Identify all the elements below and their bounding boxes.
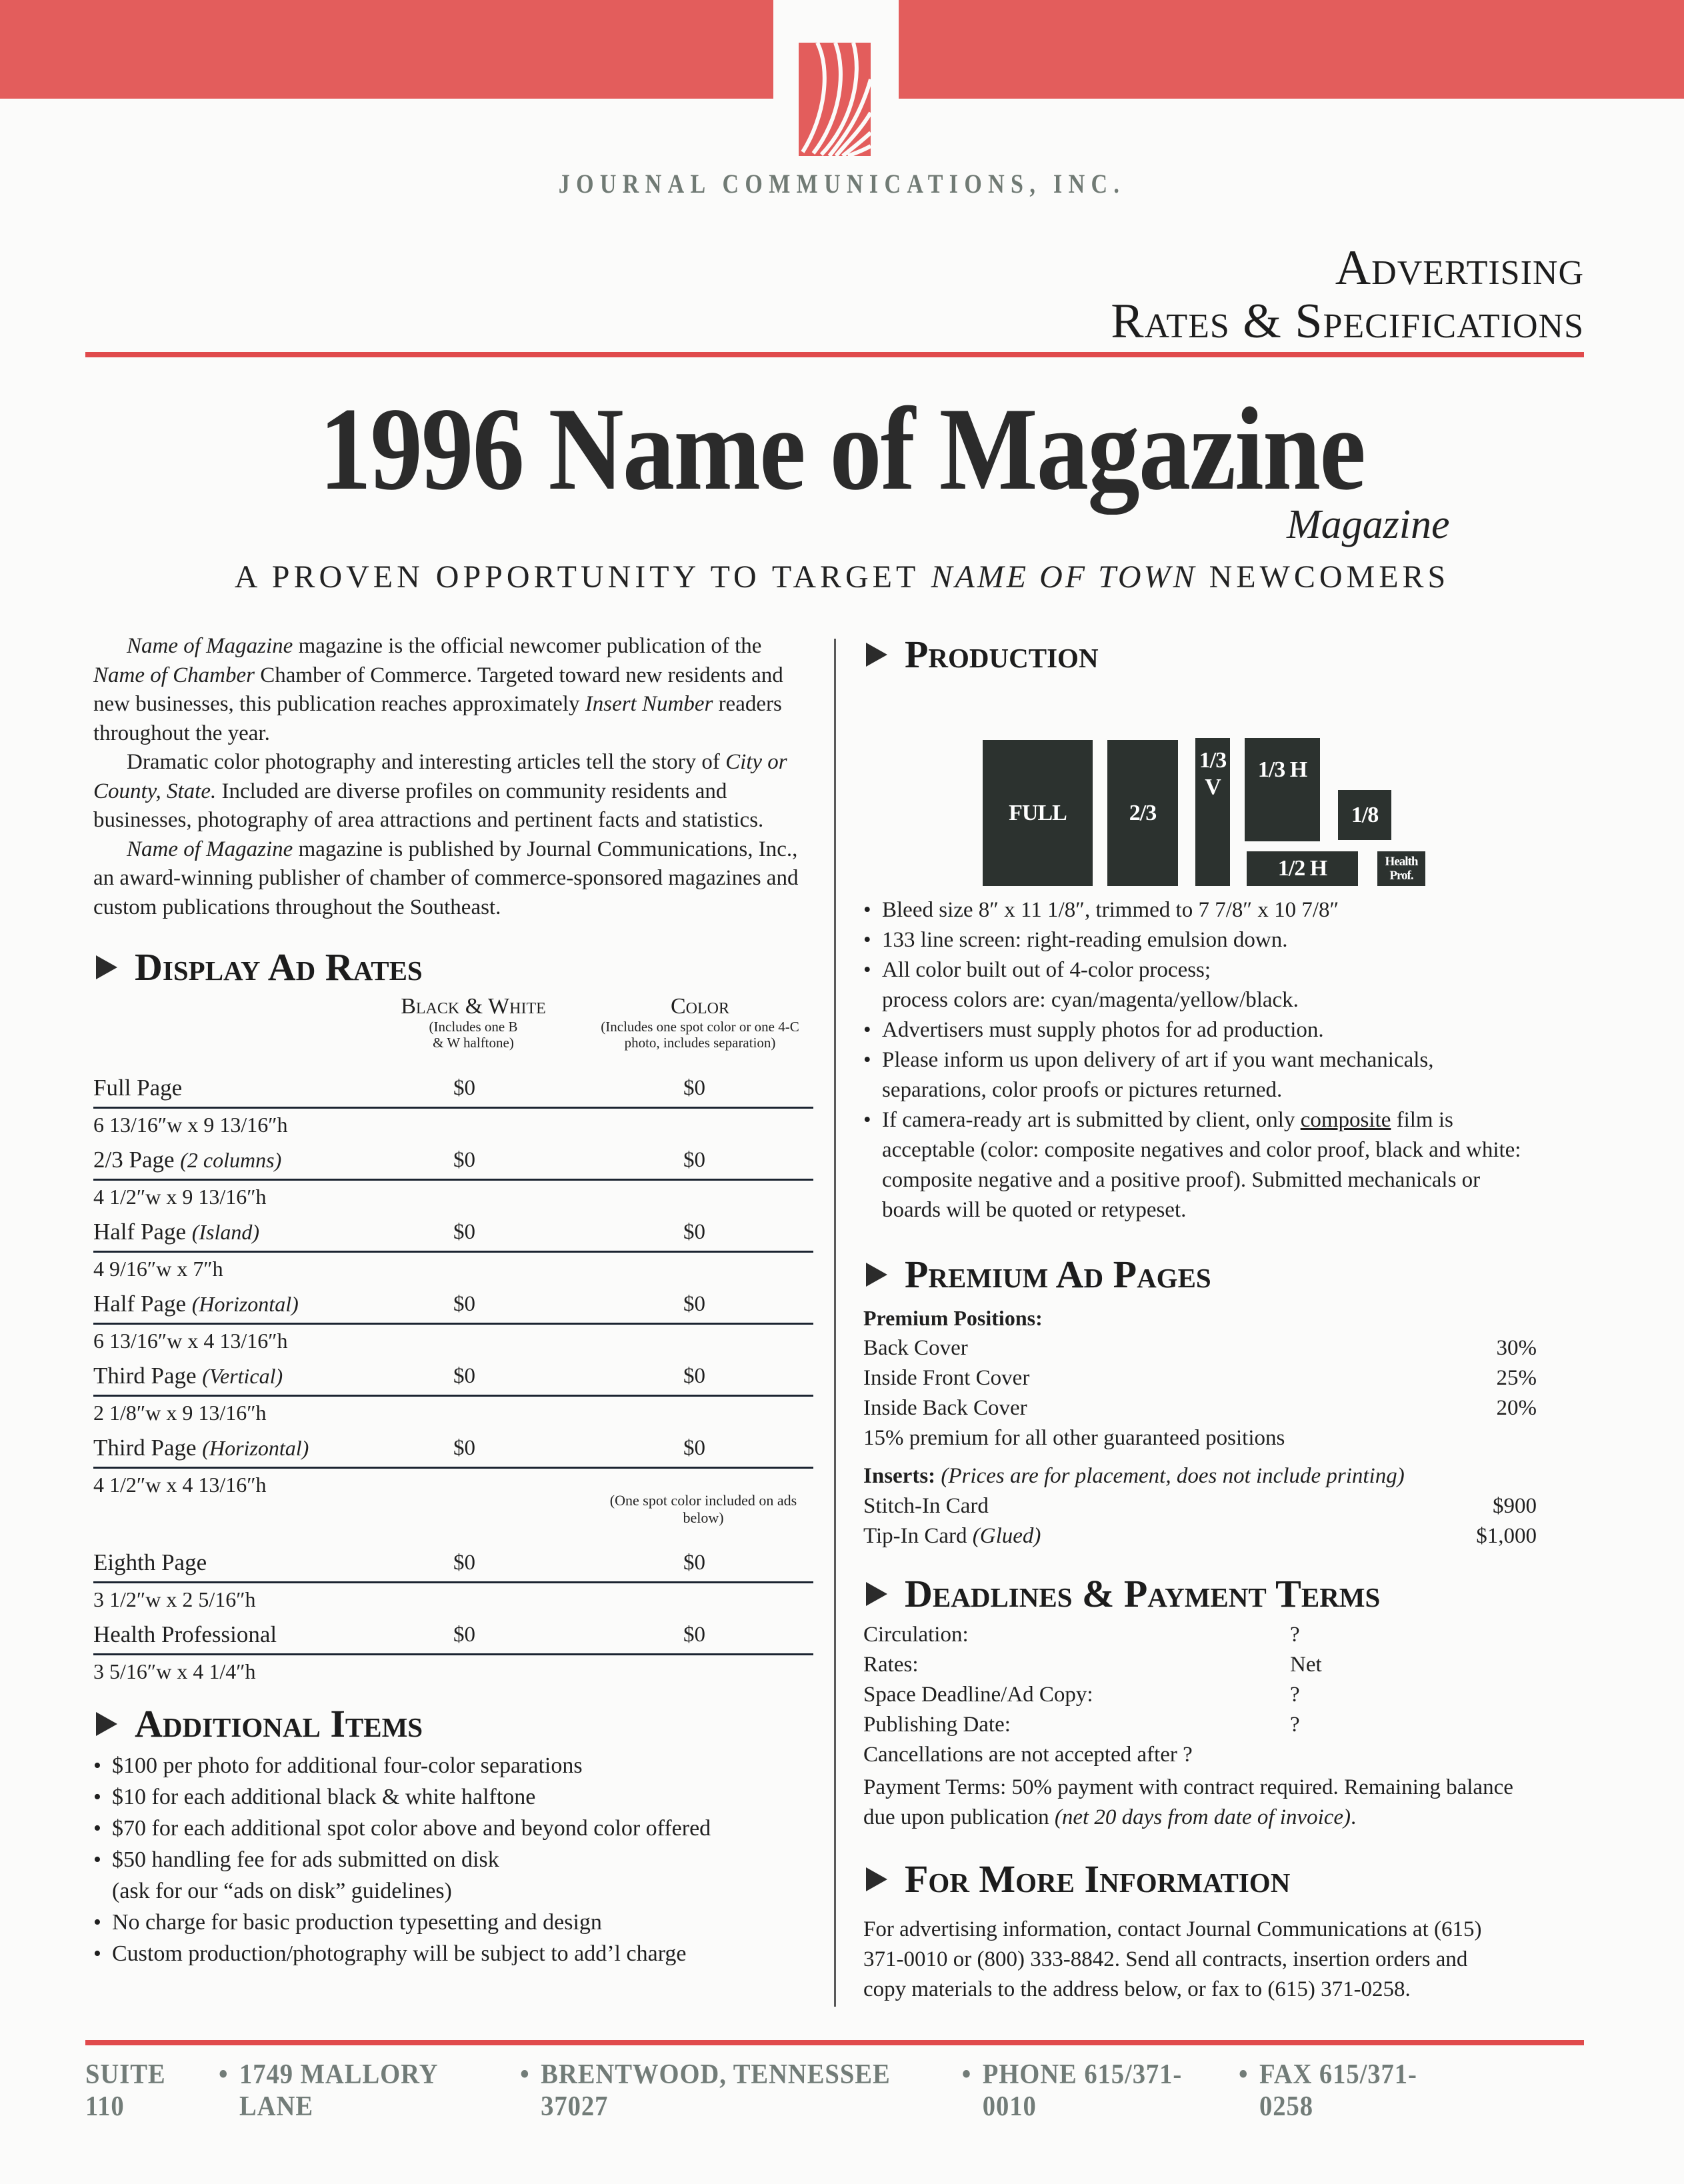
footer-rule xyxy=(85,2040,1584,2045)
footer-separator: • xyxy=(218,2059,229,2090)
rate-bw-price: $0 xyxy=(453,1148,475,1172)
tagline-part: A PROVEN OPPORTUNITY TO TARGET xyxy=(234,559,931,595)
rate-name xyxy=(93,1547,207,1579)
rate-color-price: $0 xyxy=(683,1076,705,1100)
insert-name: Stitch-In Card xyxy=(863,1494,989,1518)
rate-row xyxy=(93,1288,813,1360)
rate-qualifier: (Island) xyxy=(191,1220,260,1244)
rate-color-price: $0 xyxy=(683,1436,705,1460)
rate-bw-price: $0 xyxy=(453,1076,475,1100)
rate-row xyxy=(93,1072,813,1144)
box-label: V xyxy=(1205,775,1221,799)
box-label: 1/3 xyxy=(1199,748,1227,773)
italic-placeholder: Name of Chamber xyxy=(93,663,255,687)
deadline-label: Publishing Date: xyxy=(863,1713,1011,1737)
col-header-note: (Includes one B & W halftone) xyxy=(429,1019,518,1051)
rates-table xyxy=(93,1072,813,1691)
section-title: Additional Items xyxy=(135,1702,423,1745)
footer-separator: • xyxy=(520,2059,530,2090)
display-ad-rates-heading xyxy=(93,945,813,989)
rate-dimensions: 3 1/2″w x 2 5/16″h xyxy=(93,1587,256,1611)
section-title: For More Information xyxy=(905,1857,1291,1901)
rate-bw-price: $0 xyxy=(453,1220,475,1244)
arrow-bullet-icon xyxy=(96,1712,117,1736)
company-name: JOURNAL COMMUNICATIONS, INC. xyxy=(558,169,1126,199)
deadline-row xyxy=(863,1680,1537,1710)
arrow-bullet-icon xyxy=(866,1867,887,1891)
list-item-note: (ask for our “ads on disk” guidelines) xyxy=(112,1879,452,1903)
rate-dimensions: 6 13/16″w x 4 13/16″h xyxy=(93,1329,288,1353)
premium-other-note: 15% premium for all other guaranteed positions xyxy=(863,1426,1285,1450)
rate-row xyxy=(93,1547,813,1619)
premium-value: 20% xyxy=(1496,1396,1537,1420)
insert-name: Tip-In Card xyxy=(863,1524,973,1548)
ad-size-third-horizontal: 1/3 H xyxy=(1245,738,1320,841)
cancellation-note: Cancellations are not accepted after ? xyxy=(863,1743,1193,1767)
deadline-value: ? xyxy=(1290,1623,1300,1647)
rate-rule xyxy=(93,1107,813,1109)
footer-item: 1749 MALLORY LANE xyxy=(239,2059,437,2122)
rate-name-text: Third Page xyxy=(93,1363,203,1389)
deadlines-heading xyxy=(863,1571,1537,1616)
list-item: • $10 for each additional black & white halftone xyxy=(93,1781,813,1813)
deadlines-section xyxy=(863,1620,1537,1833)
header-bar-right xyxy=(899,0,1684,99)
rate-dimensions: 3 5/16″w x 4 1/4″h xyxy=(93,1659,256,1683)
rate-rule xyxy=(93,1179,813,1181)
col-header-color xyxy=(587,995,813,1051)
arrow-bullet-icon xyxy=(866,1263,887,1287)
paragraph-text: Included are diverse profiles on community residents and businesses, photography of area attractions and pertinent facts and statistics. xyxy=(93,779,764,832)
ad-size-half-horizontal: 1/2 H xyxy=(1247,851,1358,886)
footer-item: FAX 615/371-0258 xyxy=(1259,2059,1417,2122)
rate-rule xyxy=(93,1395,813,1397)
ad-size-third-vertical xyxy=(1195,738,1230,886)
insert-row xyxy=(863,1491,1537,1521)
premium-name: Inside Front Cover xyxy=(863,1366,1030,1390)
rate-name xyxy=(93,1288,299,1320)
payment-terms-note: (net 20 days from date of invoice) xyxy=(1054,1805,1351,1829)
footer-item: SUITE 110 xyxy=(85,2059,166,2122)
list-item: • 133 line screen: right-reading emulsion down. xyxy=(863,925,1537,955)
footer-separator: • xyxy=(961,2059,972,2090)
intro-paragraph xyxy=(93,835,813,923)
rate-qualifier: (Vertical) xyxy=(202,1364,283,1388)
footer-item: PHONE 615/371-0010 xyxy=(982,2059,1183,2122)
list-item: • $100 per photo for additional four-color separations xyxy=(93,1750,813,1781)
deadline-row xyxy=(863,1620,1537,1650)
premium-value: 30% xyxy=(1496,1336,1537,1360)
right-column xyxy=(863,632,1537,2005)
list-item xyxy=(863,955,1537,1015)
rate-bw-price: $0 xyxy=(453,1364,475,1388)
doc-type-line1: Advertising xyxy=(1335,241,1584,295)
ad-size-health-professional xyxy=(1377,851,1425,886)
list-item: • Custom production/photography will be subject to add’l charge xyxy=(93,1938,813,1969)
rate-name xyxy=(93,1144,281,1176)
rate-name-text: Half Page xyxy=(93,1291,192,1317)
ad-size-two-thirds: 2/3 xyxy=(1107,740,1178,886)
arrow-bullet-icon xyxy=(96,955,117,979)
insert-row xyxy=(863,1521,1537,1551)
col-header-label: Color xyxy=(670,994,729,1019)
rate-name-text: 2/3 Page xyxy=(93,1147,181,1173)
more-info-text: For advertising information, contact Journal Communications at (615) 371-0010 or (800) 333-8842. Send all contracts, insertion orders and copy materials to the address below, or fax to (615) 371-0258. xyxy=(863,1917,1482,2001)
intro xyxy=(93,632,813,922)
rate-rule xyxy=(93,1467,813,1469)
deadline-row xyxy=(863,1650,1537,1680)
deadline-value: Net xyxy=(1290,1653,1322,1677)
rate-name xyxy=(93,1216,259,1248)
rate-rule xyxy=(93,1251,813,1253)
rate-color-price: $0 xyxy=(683,1623,705,1647)
document-type-heading xyxy=(1111,241,1584,348)
list-item xyxy=(863,1105,1537,1225)
premium-section xyxy=(863,1303,1537,1551)
insert-value: $900 xyxy=(1493,1494,1537,1518)
box-label: Health xyxy=(1385,855,1418,869)
rate-row xyxy=(93,1216,813,1288)
premium-positions-label: Premium Positions: xyxy=(863,1306,1043,1330)
column-divider xyxy=(834,639,836,2007)
footer-item: BRENTWOOD, TENNESSEE 37027 xyxy=(541,2059,891,2122)
ad-size-eighth: 1/8 xyxy=(1338,790,1391,840)
rate-name xyxy=(93,1619,277,1651)
rates-column-headers xyxy=(93,995,813,1072)
rate-row xyxy=(93,1619,813,1691)
header-bar-left xyxy=(0,0,773,99)
rate-rule xyxy=(93,1323,813,1325)
rate-name-text: Eighth Page xyxy=(93,1549,207,1575)
list-item-text: If camera-ready art is submitted by client, only xyxy=(882,1108,1301,1132)
footer-separator: • xyxy=(1239,2059,1249,2090)
arrow-bullet-icon xyxy=(866,643,887,667)
payment-terms-text: Payment Terms: 50% payment with contract required. Remaining balance due upon publication xyxy=(863,1775,1513,1829)
more-info-heading xyxy=(863,1857,1537,1901)
deadline-label: Space Deadline/Ad Copy: xyxy=(863,1683,1093,1707)
list-item-text: film is acceptable (color: composite negatives and color proof, black and white: composite negative and a positive proof). Submitted mechanicals or boards will be quoted or retypeset. xyxy=(882,1108,1521,1222)
journal-communications-logo-icon xyxy=(799,43,871,156)
premium-row xyxy=(863,1363,1537,1393)
tagline xyxy=(0,559,1684,595)
rate-name-text: Third Page xyxy=(93,1435,203,1461)
spot-color-note xyxy=(93,1492,813,1547)
italic-placeholder: Name of Magazine xyxy=(127,634,293,658)
rate-bw-price: $0 xyxy=(453,1292,475,1316)
rate-color-price: $0 xyxy=(683,1364,705,1388)
tagline-part: NEWCOMERS xyxy=(1197,559,1450,595)
additional-items-list xyxy=(93,1750,813,1969)
ad-size-diagram xyxy=(863,677,1537,883)
list-item xyxy=(93,1844,813,1907)
footer-address xyxy=(85,2059,1464,2123)
doc-type-line2: Rates & Specifications xyxy=(1111,294,1584,349)
insert-qualifier: (Glued) xyxy=(972,1524,1041,1548)
section-title: Production xyxy=(905,633,1099,676)
arrow-bullet-icon xyxy=(866,1582,887,1606)
rate-color-price: $0 xyxy=(683,1148,705,1172)
magazine-subtitle: Magazine xyxy=(1287,502,1450,547)
rate-rule xyxy=(93,1653,813,1655)
payment-terms xyxy=(863,1773,1537,1833)
rate-color-price: $0 xyxy=(683,1292,705,1316)
box-label: Prof. xyxy=(1389,869,1413,883)
rate-qualifier: (Horizontal) xyxy=(191,1292,299,1316)
premium-name: Back Cover xyxy=(863,1336,968,1360)
paragraph-text: readers throughout the year. xyxy=(93,692,782,745)
col-header-label: Black & White xyxy=(401,994,546,1019)
production-heading xyxy=(863,632,1537,677)
payment-terms-end: . xyxy=(1351,1805,1357,1829)
rate-name-text: Full Page xyxy=(93,1075,183,1101)
section-title: Display Ad Rates xyxy=(135,945,423,989)
rate-dimensions: 4 1/2″w x 4 13/16″h xyxy=(93,1473,267,1497)
header-rule xyxy=(85,352,1584,357)
inserts-label: Inserts: xyxy=(863,1464,941,1488)
intro-paragraph xyxy=(93,632,813,748)
col-header-note: (Includes one spot color or one 4-C photo, includes separation) xyxy=(601,1019,799,1051)
rate-row xyxy=(93,1144,813,1216)
list-item-emphasis: composite xyxy=(1300,1108,1391,1132)
paragraph-text: magazine is published by Journal Communications, Inc., an award-winning publisher of chamber of commerce-sponsored magazines and custom publications throughout the Southeast. xyxy=(93,837,799,919)
production-specs-list xyxy=(863,895,1537,1225)
magazine-title: 1996 Name of Magazine xyxy=(319,383,1365,515)
ad-size-full: FULL xyxy=(983,740,1093,886)
paragraph-text: magazine is the official newcomer publication of the xyxy=(293,634,762,658)
section-title: Deadlines & Payment Terms xyxy=(905,1572,1381,1615)
list-item-text: All color built out of 4-color process; xyxy=(882,958,1211,982)
rate-name xyxy=(93,1360,283,1392)
deadline-row xyxy=(863,1710,1537,1740)
premium-name: Inside Back Cover xyxy=(863,1396,1027,1420)
italic-placeholder: Insert Number xyxy=(585,692,713,716)
list-item: • Advertisers must supply photos for ad production. xyxy=(863,1015,1537,1045)
section-title: Premium Ad Pages xyxy=(905,1253,1211,1296)
rate-qualifier: (2 columns) xyxy=(180,1148,282,1172)
rate-bw-price: $0 xyxy=(453,1551,475,1575)
paragraph-text: Chamber of Commerce. Targeted toward new residents and new businesses, this publication reaches approximately xyxy=(93,663,783,716)
rate-bw-price: $0 xyxy=(453,1436,475,1460)
rate-row xyxy=(93,1360,813,1432)
rate-bw-price: $0 xyxy=(453,1623,475,1647)
deadline-value: ? xyxy=(1290,1683,1300,1707)
intro-paragraph xyxy=(93,748,813,835)
premium-row xyxy=(863,1393,1537,1423)
rate-color-price: $0 xyxy=(683,1220,705,1244)
list-item: • Bleed size 8″ x 11 1/8″, trimmed to 7 7/8″ x 10 7/8″ xyxy=(863,895,1537,925)
rate-color-price: $0 xyxy=(683,1551,705,1575)
rate-rule xyxy=(93,1581,813,1583)
rate-qualifier: (Horizontal) xyxy=(202,1436,309,1460)
deadline-label: Circulation: xyxy=(863,1623,969,1647)
list-item: • No charge for basic production typesetting and design xyxy=(93,1907,813,1938)
rate-name xyxy=(93,1072,182,1104)
list-item-text: $50 handling fee for ads submitted on disk xyxy=(112,1847,499,1872)
rate-dimensions: 2 1/8″w x 9 13/16″h xyxy=(93,1401,267,1425)
rate-dimensions: 6 13/16″w x 9 13/16″h xyxy=(93,1113,288,1137)
rate-dimensions: 4 1/2″w x 9 13/16″h xyxy=(93,1185,267,1209)
rate-name-text: Half Page xyxy=(93,1219,192,1245)
inserts-note: (Prices are for placement, does not include printing) xyxy=(941,1464,1405,1488)
rate-name-text: Health Professional xyxy=(93,1621,277,1647)
italic-placeholder: Name of Magazine xyxy=(127,837,293,861)
left-column xyxy=(93,632,813,1969)
paragraph-text: Dramatic color photography and interesting articles tell the story of xyxy=(127,750,726,774)
premium-value: 25% xyxy=(1496,1366,1537,1390)
list-item-note: process colors are: cyan/magenta/yellow/black. xyxy=(882,988,1299,1012)
deadline-label: Rates: xyxy=(863,1653,919,1677)
tagline-town: NAME OF TOWN xyxy=(931,559,1197,595)
inserts-label-row xyxy=(863,1461,1537,1491)
insert-value: $1,000 xyxy=(1476,1524,1537,1548)
premium-ad-pages-heading xyxy=(863,1252,1537,1297)
deadline-value: ? xyxy=(1290,1713,1300,1737)
spot-color-note-text: (One spot color included on ads below) xyxy=(609,1492,797,1526)
italic-placeholder: City or County, State. xyxy=(93,750,787,803)
additional-items-heading xyxy=(93,1701,813,1746)
list-item: • $70 for each additional spot color above and beyond color offered xyxy=(93,1813,813,1844)
premium-row xyxy=(863,1333,1537,1363)
rate-dimensions: 4 9/16″w x 7″h xyxy=(93,1257,223,1281)
rate-name xyxy=(93,1432,309,1464)
col-header-bw xyxy=(373,995,573,1051)
list-item: • Please inform us upon delivery of art if you want mechanicals, separations, color proofs or pictures returned. xyxy=(863,1045,1537,1105)
